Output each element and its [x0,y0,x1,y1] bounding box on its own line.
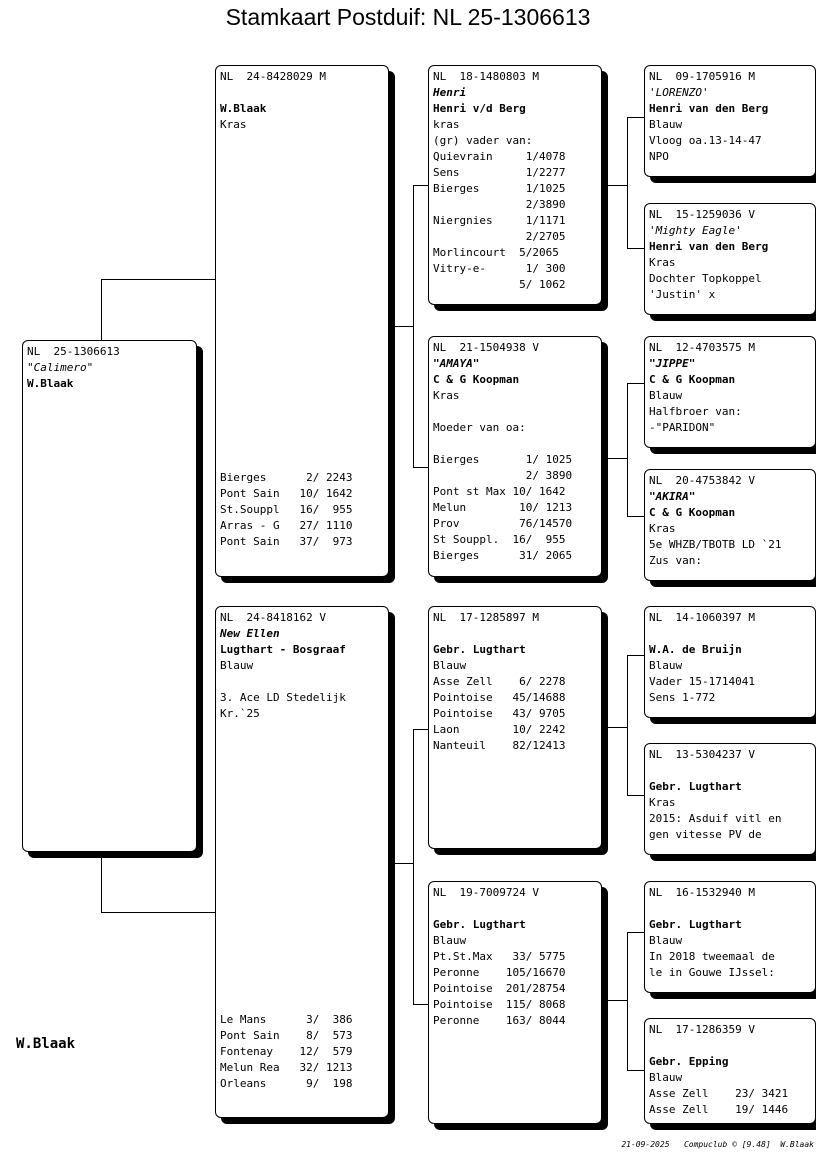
info-line: 2015: Asduif vitl en [649,812,782,825]
ring-number: NL 17-1285897 M [433,611,539,624]
pigeon-card-fff [644,65,816,177]
connector-line [627,1070,645,1071]
info-line: Quievrain 1/4078 [433,150,566,163]
pigeon-card-mff [644,606,816,718]
info-line: 2/2705 [433,230,566,243]
connector-line [388,863,414,864]
color: Blauw [649,389,683,402]
connector-line [627,795,645,796]
info-line: Pointoise 43/ 9705 [433,707,566,720]
result-line: Arras - G 27/ 1110 [220,519,353,532]
info-line: Asse Zell 19/ 1446 [649,1103,789,1116]
pigeon-card-ffm [644,203,816,315]
info-line: 5e WHZB/TBOTB LD `21 [649,538,782,551]
color: Blauw [433,934,467,947]
color: Kras [433,389,460,402]
note-line: Kr.`25 [220,707,260,720]
connector-line [601,458,628,459]
pigeon-name: "AKIRA" [649,490,696,503]
breeder: Gebr. Lugthart [649,780,742,793]
result-line: Melun Rea 32/ 1213 [220,1061,353,1074]
info-line: Pointoise 201/28754 [433,982,566,995]
ring-number: NL 15-1259036 V [649,208,755,221]
ring-number: NL 24-8418162 V [220,611,326,624]
breeder: W.Blaak [220,102,267,115]
info-line: Peronne 105/16670 [433,966,566,979]
connector-line [413,185,414,468]
connector-line [627,117,628,249]
info-line [433,404,601,420]
ring-number: NL 19-7009724 V [433,886,539,899]
info-line: St Souppl. 16/ 955 [433,533,566,546]
info-line: Pointoise 45/14688 [433,691,566,704]
color: Blauw [649,934,683,947]
info-line: Peronne 163/ 8044 [433,1014,566,1027]
info-line: Vloog oa.13-14-47 [649,134,762,147]
pigeon-card-mm [428,881,602,1124]
info-line: Asse Zell 6/ 2278 [433,675,566,688]
connector-line [101,279,216,280]
color: Blauw [649,659,683,672]
connector-line [601,727,628,728]
color: Kras [649,522,676,535]
breeder: C & G Koopman [433,373,520,386]
info-line: gen vitesse PV de [649,828,762,841]
connector-line [413,467,429,468]
info-line: le in Gouwe IJssel: [649,966,775,979]
pigeon-name: New Ellen [220,627,280,640]
info-line: Laon 10/ 2242 [433,723,566,736]
info-line: -"PARIDON" [649,421,716,434]
info-line: Pont st Max 10/ 1642 [433,485,566,498]
result-line: Pont Sain 37/ 973 [220,535,353,548]
connector-line [388,326,414,327]
pigeon-card-subject [22,340,197,852]
ring-number: NL 12-4703575 M [649,341,755,354]
pigeon-card-ff [428,65,602,305]
info-line: In 2018 tweemaal de [649,950,775,963]
info-line: Bierges 31/ 2065 [433,549,573,562]
ring-number: NL 09-1705916 M [649,70,755,83]
breeder: C & G Koopman [649,506,736,519]
connector-line [101,279,102,341]
connector-line [627,932,645,933]
breeder: W.Blaak [27,377,74,390]
connector-line [627,655,645,656]
pigeon-card-mmm [644,1018,816,1124]
info-line: Prov 76/14570 [433,517,573,530]
info-line: Morlincourt 5/2065 [433,246,559,259]
info-line: 'Justin' x [649,288,716,301]
info-line: Dochter Topkoppel [649,272,762,285]
color: Kras [649,256,676,269]
breeder: Lugthart - Bosgraaf [220,643,346,656]
color: Blauw [433,659,467,672]
color: Blauw [649,1071,683,1084]
pigeon-name: 'LORENZO' [649,86,709,99]
info-line: Pt.St.Max 33/ 5775 [433,950,566,963]
pigeon-card-fm [428,336,602,577]
result-line: Pont Sain 8/ 573 [220,1029,353,1042]
connector-line [413,729,429,730]
color: Kras [649,796,676,809]
color: kras [433,118,460,131]
info-line: Vitry-e- 1/ 300 [433,262,566,275]
info-line: Asse Zell 23/ 3421 [649,1087,789,1100]
ring-number: NL 25-1306613 [27,345,120,358]
ring-number: NL 16-1532940 M [649,886,755,899]
connector-line [627,655,628,796]
page-title: Stamkaart Postduif: NL 25-1306613 [225,4,591,30]
breeder: Henri van den Berg [649,102,769,115]
ring-number: NL 14-1060397 M [649,611,755,624]
info-line [433,436,601,452]
pigeon-name: "AMAYA" [433,357,480,370]
connector-line [413,1004,429,1005]
pigeon-card-mfm [644,743,816,855]
connector-line [601,1000,628,1001]
breeder: Gebr. Lugthart [649,918,742,931]
info-line: 5/ 1062 [433,278,566,291]
ring-number: NL 21-1504938 V [433,341,539,354]
info-line: Bierges 1/ 1025 [433,453,573,466]
color: Kras [220,118,247,131]
info-line: 2/3890 [433,198,566,211]
info-line: Niergnies 1/1171 [433,214,566,227]
breeder: Gebr. Lugthart [433,918,526,931]
ring-number: NL 20-4753842 V [649,474,755,487]
pigeon-card-father [215,65,389,577]
ring-number: NL 13-5304237 V [649,748,755,761]
pigeon-name: "Calimero" [27,361,94,374]
pigeon-name: Henri [433,86,467,99]
ring-number: NL 24-8428029 M [220,70,326,83]
connector-line [413,729,414,1005]
info-line: Moeder van oa: [433,421,526,434]
info-line: Melun 10/ 1213 [433,501,573,514]
breeder: W.A. de Bruijn [649,643,742,656]
result-line: Fontenay 12/ 579 [220,1045,353,1058]
breeder: Henri v/d Berg [433,102,526,115]
ring-number: NL 18-1480803 M [433,70,539,83]
pigeon-name: 'Mighty Eagle' [649,224,742,237]
pigeon-card-mmf [644,881,816,993]
connector-line [627,932,628,1071]
info-line: Halfbroer van: [649,405,742,418]
connector-line [101,912,216,913]
pigeon-card-mother [215,606,389,1118]
breeder: Gebr. Lugthart [433,643,526,656]
pigeon-name: "JIPPE" [649,357,696,370]
breeder: C & G Koopman [649,373,736,386]
color: Blauw [220,659,254,672]
info-line: Zus van: [649,554,702,567]
connector-line [627,248,645,249]
breeder: Gebr. Epping [649,1055,729,1068]
note-line: 3. Ace LD Stedelijk [220,691,346,704]
connector-line [601,185,628,186]
result-line: Orleans 9/ 198 [220,1077,353,1090]
result-line: Bierges 2/ 2243 [220,471,353,484]
connector-line [101,851,102,913]
pigeon-card-mf [428,606,602,849]
result-line: Le Mans 3/ 386 [220,1013,353,1026]
info-line: (gr) vader van: [433,134,533,147]
info-line: Nanteuil 82/12413 [433,739,566,752]
connector-line [627,516,645,517]
connector-line [627,383,645,384]
result-line: St.Souppl 16/ 955 [220,503,353,516]
color: Blauw [649,118,683,131]
connector-line [627,383,628,517]
info-line: Sens 1/2277 [433,166,566,179]
info-line: 2/ 3890 [433,469,573,482]
result-line: Pont Sain 10/ 1642 [220,487,353,500]
ring-number: NL 17-1286359 V [649,1023,755,1036]
pigeon-card-fmm [644,469,816,581]
connector-line [413,185,429,186]
connector-line [627,117,645,118]
info-line: Bierges 1/1025 [433,182,566,195]
owner-name: W.Blaak [16,1036,76,1052]
breeder: Henri van den Berg [649,240,769,253]
info-line: Sens 1-772 [649,691,716,704]
info-line: Pointoise 115/ 8068 [433,998,566,1011]
footer-text: 21-09-2025 Compuclub © [9.48] W.Blaak [621,1140,814,1149]
info-line: NPO [649,150,669,163]
pigeon-card-fmf [644,336,816,448]
info-line: Vader 15-1714041 [649,675,755,688]
